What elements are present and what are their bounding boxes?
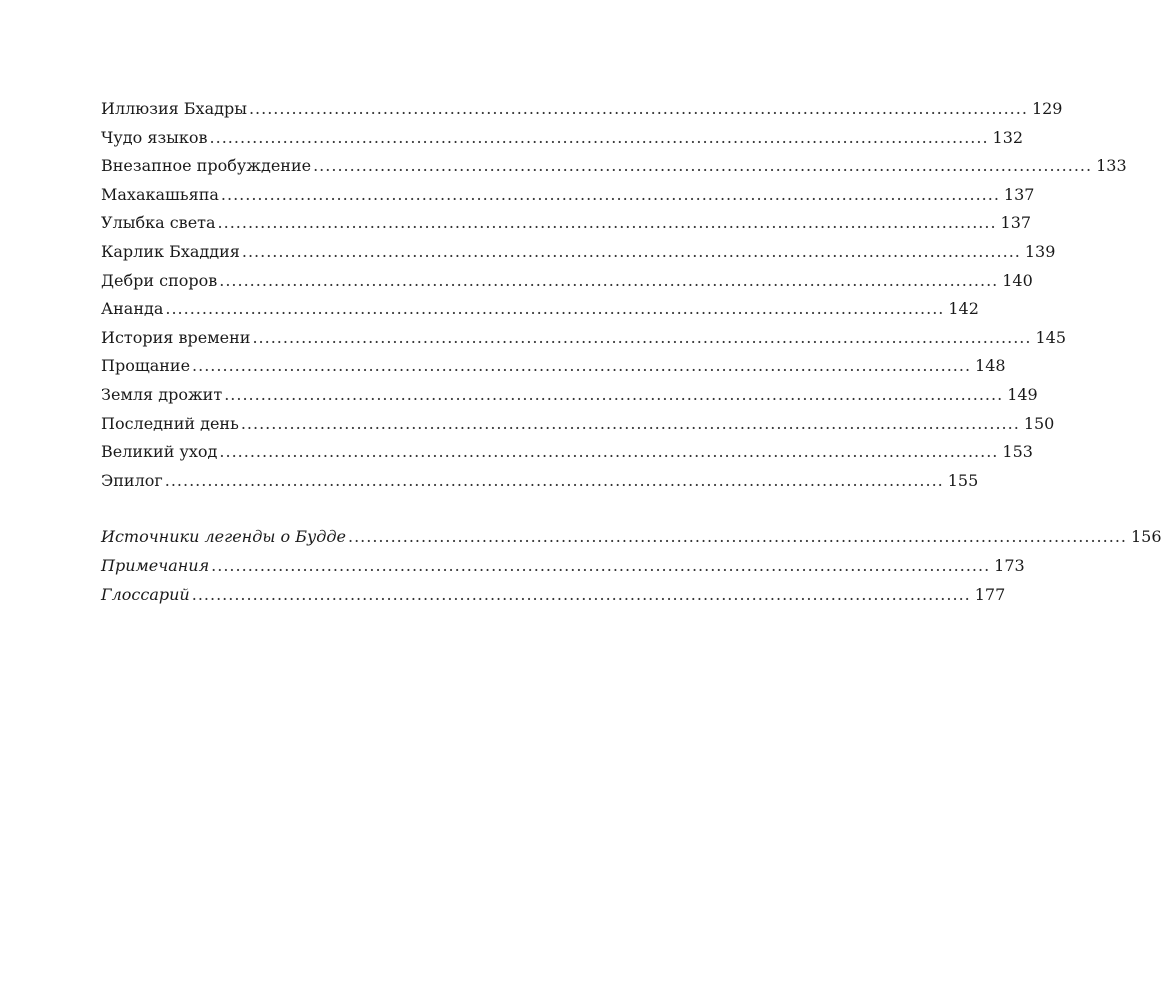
toc-entry-page: 149 — [1007, 384, 1038, 404]
toc-entry-page: 137 — [1003, 184, 1035, 204]
toc-entry-page: 139 — [1024, 241, 1056, 261]
dot-leader: ................................................................................................................................ — [192, 356, 972, 376]
back-matter-list — [101, 523, 1162, 609]
table-of-contents — [101, 95, 1162, 609]
toc-entry-title: Источники легенды о Будде — [101, 527, 346, 547]
toc-entry-page: 177 — [974, 584, 1006, 604]
toc-entry — [101, 95, 1063, 124]
toc-entry-title: Чудо языков — [101, 127, 208, 147]
toc-entry — [101, 352, 1006, 381]
dot-leader: ................................................................................................................................ — [191, 584, 971, 604]
chapter-list — [101, 95, 1127, 495]
toc-entry — [101, 438, 1033, 467]
dot-leader: ................................................................................................................................ — [219, 442, 999, 462]
toc-entry — [101, 181, 1035, 210]
toc-entry-page: 133 — [1096, 156, 1127, 176]
toc-entry-title: Прощание — [101, 356, 191, 376]
toc-entry — [101, 267, 1033, 296]
toc-entry-page: 153 — [1002, 442, 1033, 462]
toc-entry-title: Земля дрожит — [101, 384, 223, 404]
toc-entry-title: Дебри споров — [101, 270, 218, 290]
dot-leader: ................................................................................................................................ — [240, 413, 1020, 433]
dot-leader: ................................................................................................................................ — [313, 156, 1093, 176]
toc-entry-title: Глоссарий — [101, 584, 190, 604]
dot-leader: ................................................................................................................................ — [209, 127, 989, 147]
dot-leader: ................................................................................................................................ — [224, 384, 1004, 404]
toc-entry-title: Внезапное пробуждение — [101, 156, 312, 176]
dot-leader: ................................................................................................................................ — [217, 213, 997, 233]
toc-entry-title: Иллюзия Бхадры — [101, 99, 247, 118]
toc-entry-title: Карлик Бхаддия — [101, 241, 240, 261]
toc-entry-page: 140 — [1002, 270, 1033, 290]
dot-leader: ................................................................................................................................ — [211, 555, 991, 575]
toc-entry — [101, 523, 1162, 552]
toc-entry — [101, 124, 1024, 153]
toc-entry-page: 156 — [1130, 527, 1162, 547]
toc-entry-title: История времени — [101, 327, 251, 347]
toc-entry-title: Примечания — [101, 555, 210, 575]
toc-entry-page: 155 — [947, 470, 979, 490]
toc-entry-page: 129 — [1031, 99, 1063, 118]
toc-entry-title: Эпилог — [101, 470, 163, 490]
dot-leader: ................................................................................................................................ — [347, 527, 1127, 547]
dot-leader: ................................................................................................................................ — [164, 470, 944, 490]
dot-leader: ................................................................................................................................ — [220, 184, 1000, 204]
dot-leader: ................................................................................................................................ — [165, 299, 945, 319]
toc-entry-page: 137 — [1000, 213, 1032, 233]
dot-leader: ................................................................................................................................ — [219, 270, 999, 290]
toc-entry — [101, 467, 979, 496]
toc-entry-title: Великий уход — [101, 442, 218, 462]
toc-entry-page: 148 — [975, 356, 1006, 376]
dot-leader: ................................................................................................................................ — [252, 327, 1032, 347]
toc-entry-page: 145 — [1035, 327, 1066, 347]
toc-entry-page: 142 — [948, 299, 979, 319]
toc-entry — [101, 381, 1038, 410]
toc-entry-page: 132 — [992, 127, 1024, 147]
toc-entry-title: Махакашьяпа — [101, 184, 219, 204]
toc-entry — [101, 552, 1025, 581]
dot-leader: ................................................................................................................................ — [241, 241, 1021, 261]
toc-entry-page: 173 — [994, 555, 1025, 575]
toc-entry — [101, 295, 979, 324]
toc-entry — [101, 152, 1127, 181]
toc-entry — [101, 410, 1055, 439]
toc-entry — [101, 324, 1066, 353]
dot-leader: ................................................................................................................................ — [248, 99, 1028, 118]
toc-entry — [101, 238, 1056, 267]
toc-entry — [101, 581, 1006, 610]
toc-entry — [101, 209, 1032, 238]
toc-entry-title: Улыбка света — [101, 213, 216, 233]
toc-entry-page: 150 — [1023, 413, 1055, 433]
toc-entry-title: Ананда — [101, 299, 164, 319]
toc-entry-title: Последний день — [101, 413, 239, 433]
